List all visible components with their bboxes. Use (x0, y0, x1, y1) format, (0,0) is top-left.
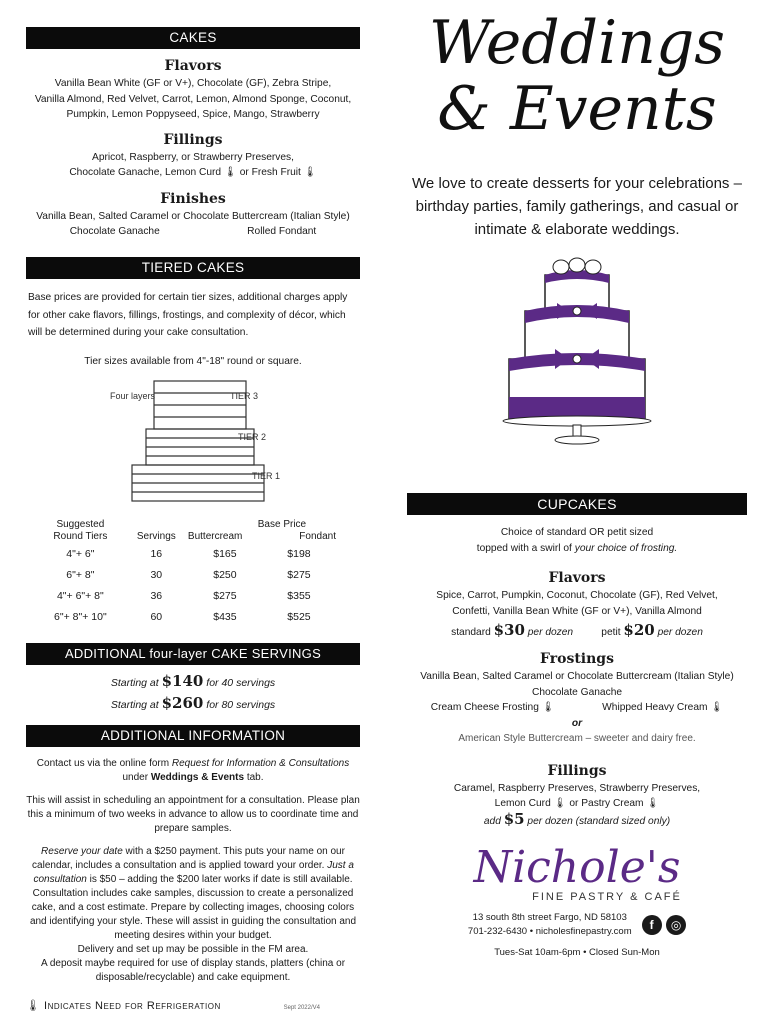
table-cell-tiers: 6"+ 8"+ 10" (54, 610, 107, 623)
cake-flavors-list: Vanilla Bean White (GF or V+), Chocolate (GF), Zebra Stripe, Vanilla Almond, Red Velvet, Carrot, Lemon, Almond Sponge, Coconut, Pumpkin, Lemon Poppyseed, Spice, Mango, Strawberry (34, 78, 352, 120)
table-cell-buttercream: $250 (213, 568, 237, 581)
phone-web[interactable]: 701-232-6430 • nicholesfinepastry.com (467, 926, 632, 937)
date-code: Sept 2022/V4 (283, 1005, 320, 1011)
cupcake-fillings-title: Fillings (547, 762, 607, 779)
tier3-label: TIER 3 (230, 391, 259, 401)
thermometer-icon: 🌡 (541, 702, 555, 713)
cupcake-prices: standard $30 per dozen petit $20 per dozen (451, 621, 703, 639)
table-row (36, 585, 336, 606)
thermometer-icon: 🌡 (223, 167, 237, 178)
weddings-events-tab[interactable]: Weddings & Events (150, 772, 245, 783)
cupcake-frostings-list: Vanilla Bean, Salted Caramel or Chocolate Buttercream (Italian Style) Chocolate Ganache Cream Cheese Frosting 🌡 Whipped Heavy Cream 🌡 or American Style Buttercream – sweeter and dairy free. (420, 671, 734, 744)
tier2-label: TIER 2 (238, 432, 267, 442)
cake-fillings-title: Fillings (163, 131, 223, 148)
cake-fillings-list: Apricot, Raspberry, or Strawberry Preserves, Chocolate Ganache, Lemon Curd 🌡 or Fresh Fruit 🌡 (69, 151, 317, 178)
hours: Tues-Sat 10am-6pm • Closed Sun-Mon (494, 947, 660, 958)
contact-block (407, 911, 747, 939)
wedding-cake-illustration (407, 257, 747, 447)
table-cell-fondant: $198 (287, 547, 311, 560)
table-row (36, 564, 336, 585)
footer-left: 🌡 Indicates Need for Refrigeration Sept 2022/V4 (26, 1000, 320, 1012)
cake-finishes-title: Finishes (160, 190, 226, 207)
contact-text: Contact us via the online form Request for Information & Consultations under Weddings & Events tab. (36, 758, 350, 783)
cupcake-flavors-title: Flavors (548, 570, 606, 586)
cakes-header: CAKES (26, 27, 360, 49)
thermometer-icon: 🌡 (303, 167, 317, 178)
facebook-icon[interactable]: f (642, 915, 662, 935)
instagram-icon[interactable]: ◎ (666, 915, 686, 935)
cake-finishes-list: Vanilla Bean, Salted Caramel or Chocolate Buttercream (Italian Style) Chocolate Ganache Rolled Fondant (36, 210, 350, 237)
thermometer-icon: 🌡 (710, 702, 724, 713)
hero-title: Weddings & Events (428, 8, 726, 144)
address: 13 south 8th street Fargo, ND 58103 (472, 912, 627, 923)
cupcake-flavors-list: Spice, Carrot, Pumpkin, Coconut, Chocolate (GF), Red Velvet, Confetti, Vanilla Bean White (GF or V+), Vanilla Almond (436, 590, 718, 617)
table-row (36, 606, 336, 627)
table-cell-tiers: 4"+ 6"+ 8" (56, 589, 104, 602)
additional-servings-header: ADDITIONAL four-layer CAKE SERVINGS (26, 643, 360, 665)
table-cell-fondant: $525 (287, 610, 311, 623)
four-layers-label: Four layers (110, 391, 156, 401)
table-cell-buttercream: $165 (213, 547, 237, 560)
thermometer-icon: 🌡 (26, 1000, 41, 1012)
thermometer-icon: 🌡 (553, 798, 567, 809)
left-column (26, 27, 360, 1012)
cupcake-frostings-title: Frostings (540, 651, 614, 667)
table-cell-buttercream: $435 (213, 610, 237, 623)
tier1-label: TIER 1 (252, 471, 281, 481)
tier-sizes: Tier sizes available from 4"-18" round or square. (84, 355, 302, 367)
thermometer-icon: 🌡 (646, 798, 660, 809)
tiered-cakes-header: TIERED CAKES (26, 257, 360, 279)
tier-diagram (26, 375, 360, 505)
schedule-text: This will assist in scheduling an appointment for a consultation. Please plan this a minimum of two weeks in advance to allow us to coordinate time and prepare samples. (26, 795, 360, 834)
table-cell-servings: 16 (150, 547, 163, 560)
table-cell-tiers: 4"+ 6" (66, 547, 95, 560)
tier-price-table: Suggested Round Tiers Servings Base Price Buttercream Fondant 4"+ 6" 16 $165 $198 6"+ 8" 30 $250 $275 4"+ 6"+ 8" 36 $275 $355 6"+ 8"+ 10" 60 $435 $525 (36, 519, 336, 627)
table-cell-servings: 60 (150, 610, 163, 623)
table-row (36, 543, 336, 564)
table-cell-servings: 30 (150, 568, 163, 581)
table-cell-tiers: 6"+ 8" (66, 568, 95, 581)
table-cell-fondant: $355 (287, 589, 311, 602)
cake-flavors-title: Flavors (164, 58, 222, 74)
table-cell-fondant: $275 (287, 568, 311, 581)
cupcakes-header: CUPCAKES (407, 493, 747, 515)
hero-intro: We love to create desserts for your celebrations – birthday parties, family gatherings, and casual or intimate & elaborate weddings. (412, 175, 742, 238)
table-cell-buttercream: $275 (213, 589, 237, 602)
cupcake-fillings-list: Caramel, Raspberry Preserves, Strawberry Preserves, Lemon Curd 🌡 or Pastry Cream 🌡 add $5 per dozen (standard sized only) (453, 782, 701, 828)
right-column (407, 10, 747, 958)
tiered-intro: Base prices are provided for certain tier sizes, additional charges apply for other cake flavors, fillings, frostings, and complexity of décor, which will be determined during your cake consultation. (28, 292, 348, 338)
cupcake-choice: Choice of standard OR petit sized topped with a swirl of your choice of frosting. (476, 527, 678, 554)
brand-logo: Nichole's FINE PASTRY & CAFÉ (473, 842, 682, 903)
table-cell-servings: 36 (150, 589, 163, 602)
additional-info-header: ADDITIONAL INFORMATION (26, 725, 360, 747)
request-form-link[interactable]: Request for Information & Consultations (171, 758, 350, 769)
additional-servings: Starting at $140 for 40 servings Starting at $260 for 80 servings (110, 672, 276, 712)
reserve-text: Reserve your date with a $250 payment. This puts your name on our calendar, includes a consultation and is applied toward your order. Just a consultation is $50 – adding the $200 later works if date is still available. Consultation includes cake samples, discussion to create a personalized cake, and a cost estimate. Prepare by collecting images, choosing colors and identifying your style. These will assist in guiding the consultation and meeting desires within your budget. Delivery and set up may be possible in the FM area. A deposit maybe required for use of display stands, platters (china or disposable/recyclable) and cake equipment. (29, 846, 357, 983)
